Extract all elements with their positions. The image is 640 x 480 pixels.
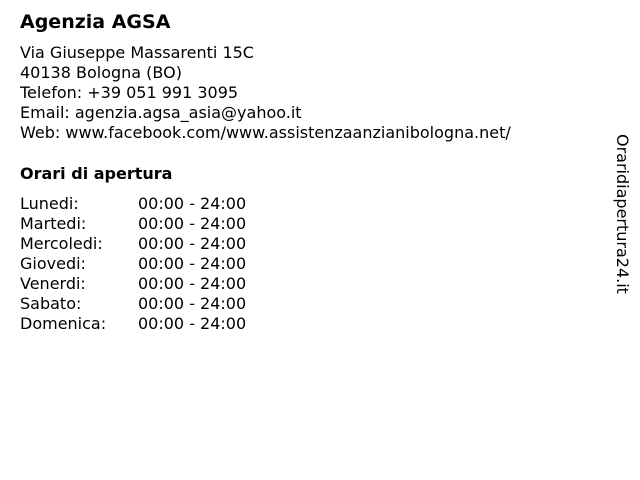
day-label: Sabato: [20,294,82,313]
time-range: 00:00 - 24:00 [138,254,247,273]
day-label: Giovedi: [20,254,86,273]
business-name: Agenzia AGSA [20,11,171,33]
day-label: Mercoledi: [20,234,103,253]
phone-line: Telefon: +39 051 991 3095 [20,83,239,102]
hours-row-saturday [20,294,280,314]
time-range: 00:00 - 24:00 [138,314,247,333]
address-city: 40138 Bologna (BO) [20,63,182,82]
time-range: 00:00 - 24:00 [138,214,247,233]
hours-row-thursday [20,254,280,274]
contact-block [20,43,511,143]
hours-row-wednesday [20,234,280,254]
time-range: 00:00 - 24:00 [138,294,247,313]
hours-row-tuesday [20,214,280,234]
day-label: Lunedi: [20,194,79,213]
opening-hours-heading: Orari di apertura [20,164,173,183]
time-range: 00:00 - 24:00 [138,274,247,293]
hours-row-monday [20,194,280,214]
site-watermark: Oraridiapertura24.it [613,134,632,294]
address-street: Via Giuseppe Massarenti 15C [20,43,254,62]
email-line: Email: agenzia.agsa_asia@yahoo.it [20,103,302,122]
time-range: 00:00 - 24:00 [138,194,247,213]
time-range: 00:00 - 24:00 [138,234,247,253]
hours-row-sunday [20,314,280,334]
day-label: Domenica: [20,314,107,333]
opening-hours-table [20,194,280,334]
day-label: Venerdi: [20,274,86,293]
day-label: Martedi: [20,214,87,233]
hours-row-friday [20,274,280,294]
web-line: Web: www.facebook.com/www.assistenzaanzianibologna.net/ [20,123,511,142]
